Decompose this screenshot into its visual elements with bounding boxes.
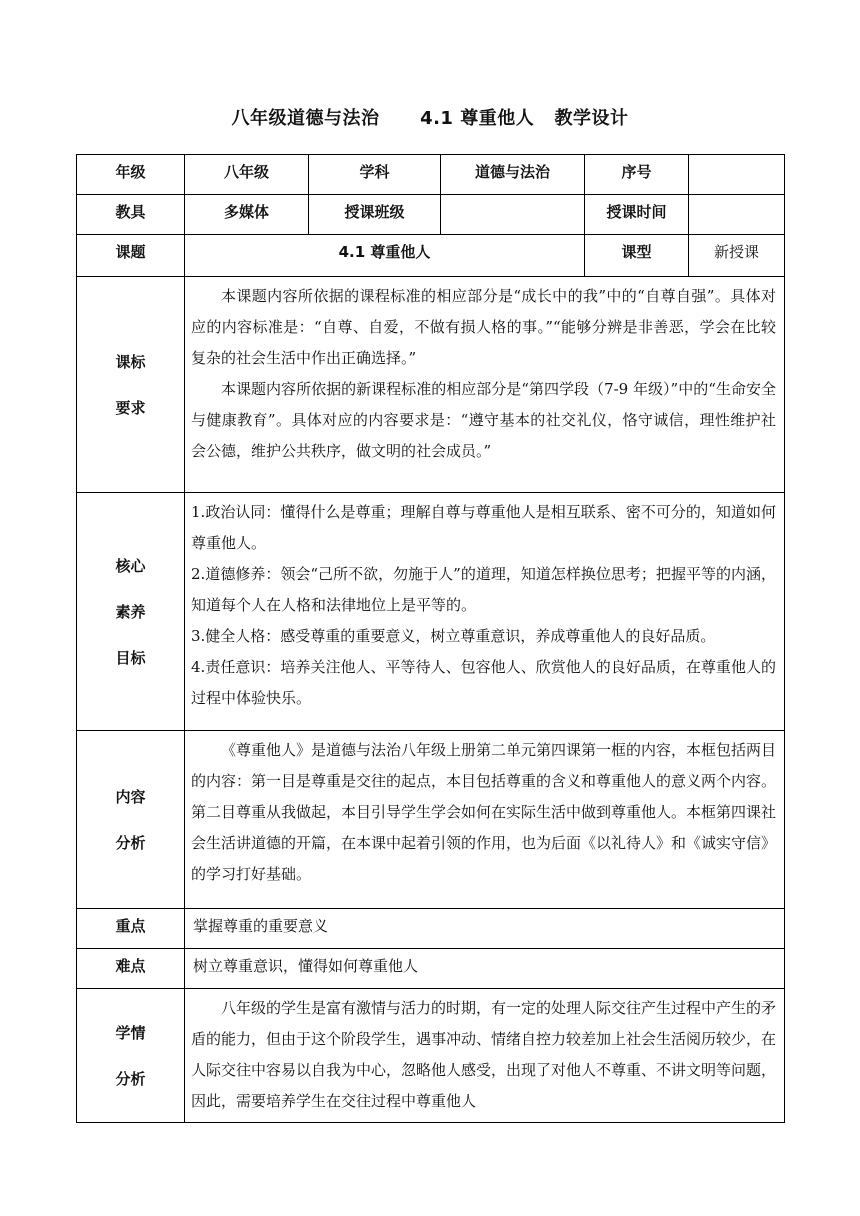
core-item-3: 3.健全人格：感受尊重的重要意义，树立尊重意识，养成尊重他人的良好品质。: [191, 627, 716, 645]
subject-label: 学科: [309, 155, 441, 195]
table-row: [77, 909, 785, 949]
core-label-line1: 核心: [115, 556, 146, 575]
key-point-text: 掌握尊重的重要意义: [185, 909, 785, 949]
students-text: 八年级的学生是富有激情与活力的时期，有一定的处理人际交往产生过程中产生的矛盾的能力，但由于这个阶段学生，遇事冲动、情绪自控力较差加上社会生活阅历较少，在人际交往中容易以自我为中心，忽略他人感受，出现了对他人不尊重、不讲文明等问题，因此，需要培养学生在交往过程中尊重他人: [191, 999, 777, 1110]
grade-label: 年级: [77, 155, 185, 195]
content-label-line1: 内容: [115, 787, 146, 806]
subject-value: 道德与法治: [441, 155, 585, 195]
table-row: [77, 493, 785, 731]
type-value: 新授课: [689, 235, 785, 277]
difficulty-label: 难点: [77, 949, 185, 989]
table-row: [77, 277, 785, 493]
lesson-plan-table: [76, 154, 785, 1123]
curriculum-para-2: 本课题内容所依据的新课程标准的相应部分是“第四学段（7-9 年级）”中的“生命安全与健康教育”。具体对应的内容要求是：“遵守基本的社交礼仪，恪守诚信，理性维护社会公德，维护公共秩序，做文明的社会成员。”: [191, 380, 776, 460]
curriculum-label-line2: 要求: [115, 398, 146, 417]
students-label-line1: 学情: [115, 1023, 146, 1042]
table-row: [77, 949, 785, 989]
students-text-cell: [185, 989, 785, 1123]
class-value: [441, 195, 585, 235]
students-label-line2: 分析: [115, 1069, 146, 1088]
tool-label: 教具: [77, 195, 185, 235]
type-label: 课型: [585, 235, 689, 277]
curriculum-content: [185, 277, 785, 493]
time-value: [689, 195, 785, 235]
content-label: [77, 731, 185, 909]
table-row: [77, 235, 785, 277]
table-row: [77, 155, 785, 195]
time-label: 授课时间: [585, 195, 689, 235]
students-label: [77, 989, 185, 1123]
core-label: [77, 493, 185, 731]
order-value: [689, 155, 785, 195]
table-row: [77, 989, 785, 1123]
tool-value: 多媒体: [185, 195, 309, 235]
title-design: 教学设计: [554, 108, 629, 129]
table-row: [77, 195, 785, 235]
content-label-line2: 分析: [115, 833, 146, 852]
topic-label: 课题: [77, 235, 185, 277]
core-item-4: 4.责任意识：培养关注他人、平等待人、包容他人、欣赏他人的良好品质，在尊重他人的过程中体验快乐。: [191, 658, 776, 707]
document-title: [0, 104, 860, 130]
table-row: [77, 731, 785, 909]
class-label: 授课班级: [309, 195, 441, 235]
core-item-1: 1.政治认同：懂得什么是尊重；理解自尊与尊重他人是相互联系、密不可分的，知道如何尊重他人。: [191, 503, 776, 552]
content-text-cell: [185, 731, 785, 909]
difficulty-text: 树立尊重意识，懂得如何尊重他人: [185, 949, 785, 989]
content-text: 《尊重他人》是道德与法治八年级上册第二单元第四课第一框的内容，本框包括两目的内容：第一目是尊重是交往的起点，本目包括尊重的含义和尊重他人的意义两个内容。第二目尊重从我做起，本目引导学生学会如何在实际生活中做到尊重他人。本框第四课社会生活讲道德的开篇，在本课中起着引领的作用，也为后面《以礼待人》和《诚实守信》的学习打好基础。: [191, 741, 777, 883]
core-content: [185, 493, 785, 731]
core-item-2: 2.道德修养：领会“己所不欲，勿施于人”的道理，知道怎样换位思考；把握平等的内涵，知道每个人在人格和法律地位上是平等的。: [191, 565, 776, 614]
key-point-label: 重点: [77, 909, 185, 949]
title-lesson: 4.1 尊重他人: [420, 108, 535, 129]
curriculum-label: [77, 277, 185, 493]
core-label-line2: 素养: [115, 602, 146, 621]
core-label-line3: 目标: [115, 648, 146, 667]
curriculum-label-line1: 课标: [115, 352, 146, 371]
topic-value: 4.1 尊重他人: [185, 235, 585, 277]
grade-value: 八年级: [185, 155, 309, 195]
curriculum-para-1: 本课题内容所依据的课程标准的相应部分是“成长中的我”中的“自尊自强”。具体对应的内容标准是：“自尊、自爱，不做有损人格的事。”“能够分辨是非善恶，学会在比较复杂的社会生活中作出正确选择。”: [191, 287, 776, 367]
title-course: 八年级道德与法治: [231, 108, 380, 129]
order-label: 序号: [585, 155, 689, 195]
